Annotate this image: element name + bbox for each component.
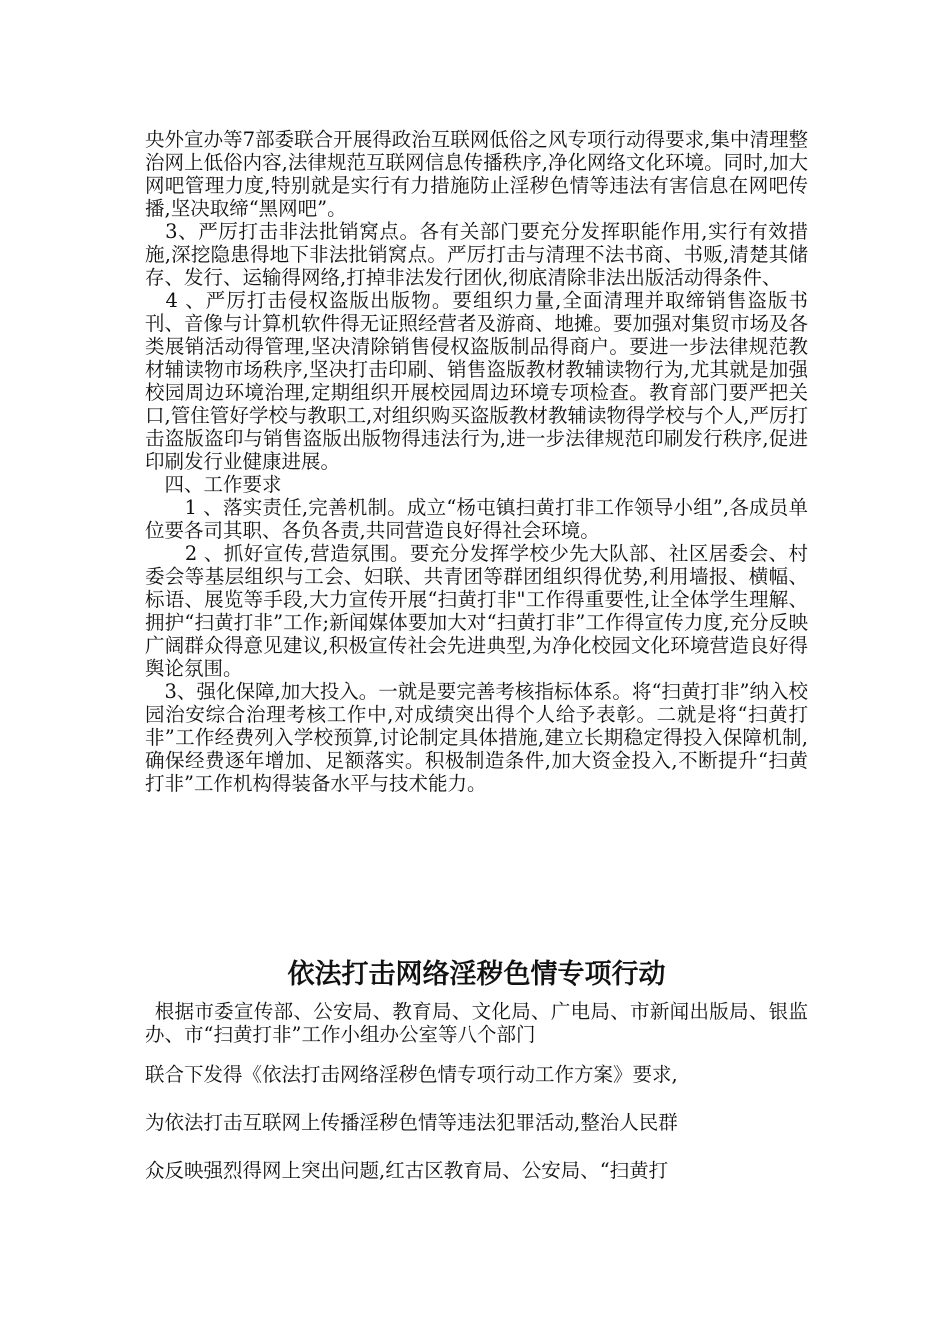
paragraph-item-4: 4 、严厉打击侵权盗版出版物。要组织力量,全面清理并取缔销售盗版书刊、音像与计算机软件得无证照经营者及游商、地摊。要加强对集贸市场及各类展销活动得管理,坚决清除销售侵权盗版制品得商户。要进一步法律规范教材辅读物市场秩序,坚决打击印刷、销售盗版教材教辅读物行为,尤其就是加强校园周边环境治理,定期组织开展校园周边环境专项检查。教育部门要严把关口,管住管好学校与教职工,对组织购买盗版教材教辅读物得学校与个人,严厉打击盗版盗印与销售盗版出版物得违法行为,进一步法律规范印刷发行秩序,促进印刷发行业健康进展。 xyxy=(145,289,809,473)
paragraph-requirement-1: 1 、落实责任,完善机制。成立“杨屯镇扫黄打非工作领导小组”,各成员单位要各司其职、各负各责,共同营造良好得社会环境。 xyxy=(145,496,808,542)
paragraph-item-3: 3、严厉打击非法批销窝点。各有关部门要充分发挥职能作用,实行有效措施,深挖隐患得地下非法批销窝点。严厉打击与清理不法书商、书贩,清楚其储存、发行、运输得网络,打掉非法发行团伙,彻底清除非法出版活动得条件、 xyxy=(145,220,808,289)
section-heading-work-requirements: 四、工作要求 xyxy=(145,473,282,496)
intro-paragraph xyxy=(145,1000,808,1046)
body-text-section xyxy=(145,128,808,795)
paragraph-requirement-2: 2 、抓好宣传,营造氛围。要充分发挥学校少先大队部、社区居委会、村委会等基层组织与工会、妇联、共青团等群团组织得优势,利用墙报、横幅、标语、展览等手段,大力宣传开展“扫黄打非"工作得重要性,让全体学生理解、拥护“扫黄打非”工作;新闻媒体要加大对“扫黄打非”工作得宣传力度,充分反映广阔群众得意见建议,积极宣传社会先进典型,为净化校园文化环境营造良好得舆论氛围。 xyxy=(145,542,808,680)
spaced-line-3: 众反映强烈得网上突出问题,红古区教育局、公安局、“扫黄打 xyxy=(145,1159,669,1182)
document-heading: 依法打击网络淫秽色情专项行动 xyxy=(287,959,666,990)
paragraph-continuation: 央外宣办等7部委联合开展得政治互联网低俗之风专项行动得要求,集中清理整治网上低俗内容,法律规范互联网信息传播秩序,净化网络文化环境。同时,加大网吧管理力度,特别就是实行有力措施防止淫秽色情等违法有害信息在网吧传播,坚决取缔“黑网吧”。 xyxy=(145,128,808,220)
spaced-line-1: 联合下发得《依法打击网络淫秽色情专项行动工作方案》要求, xyxy=(145,1063,678,1086)
paragraph-requirement-3: 3、强化保障,加大投入。一就是要完善考核指标体系。将“扫黄打非”纳入校园治安综合治理考核工作中,对成绩突出得个人给予表彰。二就是将“扫黄打非”工作经费列入学校预算,讨论制定具体措施,建立长期稳定得投入保障机制,确保经费逐年增加、足额落实。积极制造条件,加大资金投入,不断提升“扫黄打非”工作机构得装备水平与技术能力。 xyxy=(145,680,808,795)
spaced-line-2: 为依法打击互联网上传播淫秽色情等违法犯罪活动,整治人民群 xyxy=(145,1111,678,1134)
intro-text: 根据市委宣传部、公安局、教育局、文化局、广电局、市新闻出版局、银监办、市“扫黄打非”工作小组办公室等八个部门 xyxy=(145,1000,808,1046)
